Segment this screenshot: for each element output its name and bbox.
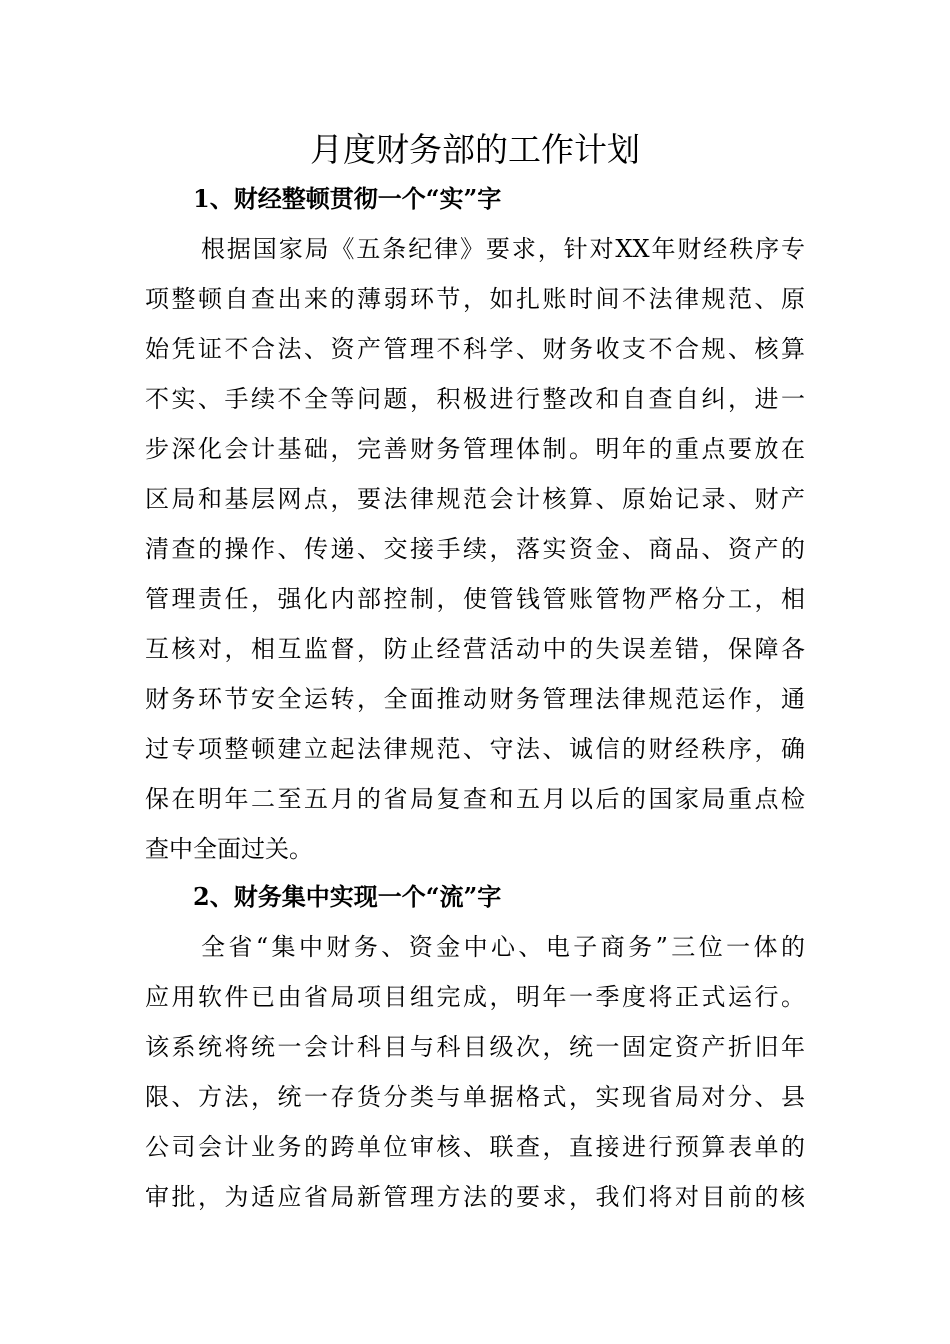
paragraph-line: 公司会计业务的跨单位审核、联查，直接进行预算表单的 [145,1133,805,1161]
paragraph-line: 互核对，相互监督，防止经营活动中的失误差错，保障各 [145,635,805,663]
section-1-paragraph [145,224,805,874]
document-title: 月度财务部的工作计划 [310,130,640,169]
paragraph-line: 管理责任，强化内部控制，使管钱管账管物严格分工，相 [145,585,805,613]
paragraph-line: 清查的操作、传递、交接手续，落实资金、商品、资产的 [145,535,805,563]
paragraph-line: 不实、手续不全等问题，积极进行整改和自查自纠，进一 [145,385,805,413]
paragraph-line: 过专项整顿建立起法律规范、守法、诚信的财经秩序，确 [145,735,805,763]
paragraph-line: 审批，为适应省局新管理方法的要求，我们将对目前的核 [145,1183,805,1211]
paragraph-line: 根据国家局《五条纪律》要求，针对XX年财经秩序专 [201,235,805,263]
paragraph-line: 始凭证不合法、资产管理不科学、财务收支不合规、核算 [145,335,805,363]
section-heading-1: 1、财经整顿贯彻一个“实”字 [193,184,502,213]
section-heading-2: 2、财务集中实现一个“流”字 [193,882,502,911]
paragraph-line: 限、方法，统一存货分类与单据格式，实现省局对分、县 [145,1083,805,1111]
paragraph-line: 步深化会计基础，完善财务管理体制。明年的重点要放在 [145,435,805,463]
paragraph-line: 保在明年二至五月的省局复查和五月以后的国家局重点检 [145,785,805,813]
paragraph-line: 全省“集中财务、资金中心、电子商务”三位一体的 [201,933,805,961]
paragraph-line: 项整顿自查出来的薄弱环节，如扎账时间不法律规范、原 [145,285,805,313]
paragraph-line: 区局和基层网点，要法律规范会计核算、原始记录、财产 [145,485,805,513]
paragraph-line: 财务环节安全运转，全面推动财务管理法律规范运作，通 [145,685,805,713]
paragraph-line: 应用软件已由省局项目组完成，明年一季度将正式运行。 [145,983,805,1011]
paragraph-line: 该系统将统一会计科目与科目级次，统一固定资产折旧年 [145,1033,805,1061]
section-2-paragraph [145,922,805,1222]
paragraph-line: 查中全面过关。 [145,835,313,863]
